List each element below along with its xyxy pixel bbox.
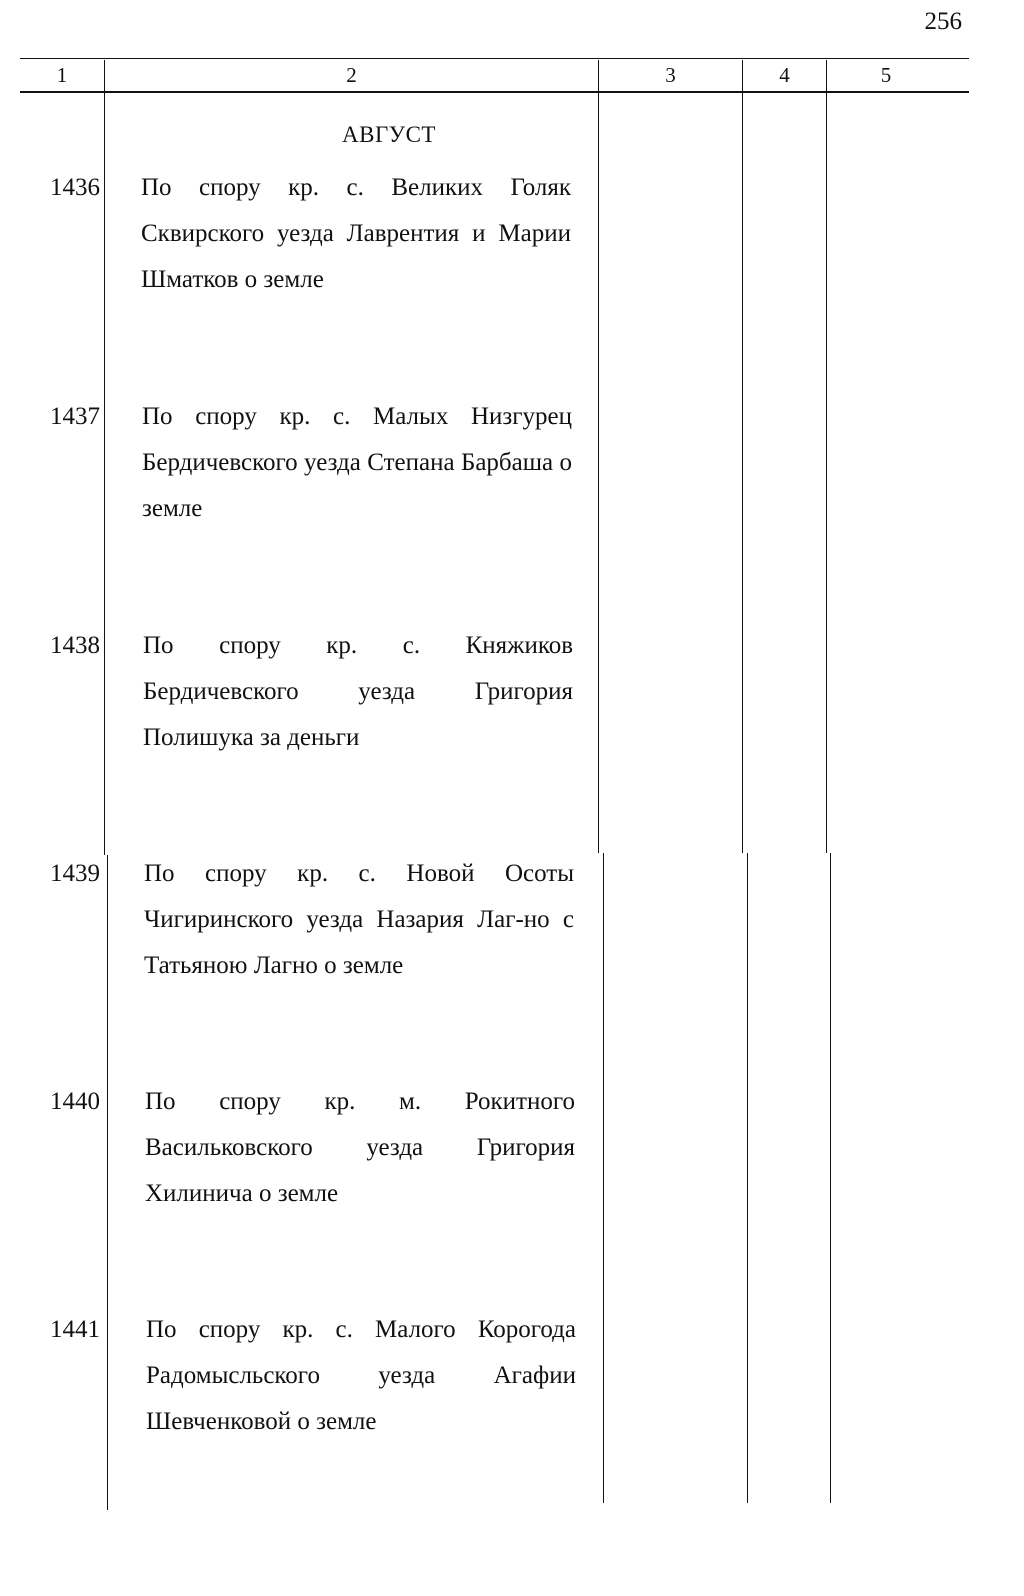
column-divider [830, 853, 831, 1503]
entry-number: 1436 [50, 174, 100, 201]
column-header: 1 [56, 63, 68, 87]
entry-description: По спору кр. с. Малых Низгурец Бердичевского уезда Степана Барбаша о земле [142, 403, 572, 522]
entry-number: 1440 [50, 1088, 100, 1115]
entry-description: По спору кр. с. Княжиков Бердичевского уезда Григория Полишука за деньги [143, 632, 573, 751]
column-divider [104, 93, 105, 855]
column-divider [826, 93, 827, 853]
page-number: 256 [924, 8, 962, 35]
month-heading: АВГУСТ [342, 122, 436, 147]
entry-number: 1439 [50, 860, 100, 887]
column-header: 3 [665, 63, 676, 87]
entry-number: 1438 [50, 632, 100, 659]
entry-description: По спору кр. с. Малого Корогода Радомысльского уезда Агафии Шевченковой о земле [146, 1316, 576, 1435]
column-divider [742, 93, 743, 853]
column-header: 4 [779, 63, 790, 87]
entry-number: 1437 [50, 403, 100, 430]
column-divider [598, 93, 599, 853]
table-top-rule [20, 58, 969, 59]
entry-number: 1441 [50, 1316, 100, 1343]
entry-description: По спору кр. с. Великих Голяк Сквирского уезда Лаврентия и Марии Шматков о земле [141, 174, 571, 293]
column-header: 5 [880, 63, 892, 87]
entry-description: По спору кр. м. Рокитного Васильковского уезда Григория Хилинича о земле [145, 1088, 575, 1207]
column-divider [747, 853, 748, 1503]
entry-description: По спору кр. с. Новой Осоты Чигиринского уезда Назария Лаг-но с Татьяною Лагно о земле [144, 860, 574, 979]
column-divider [107, 855, 108, 1510]
column-divider [603, 853, 604, 1503]
column-header: 2 [346, 63, 357, 87]
